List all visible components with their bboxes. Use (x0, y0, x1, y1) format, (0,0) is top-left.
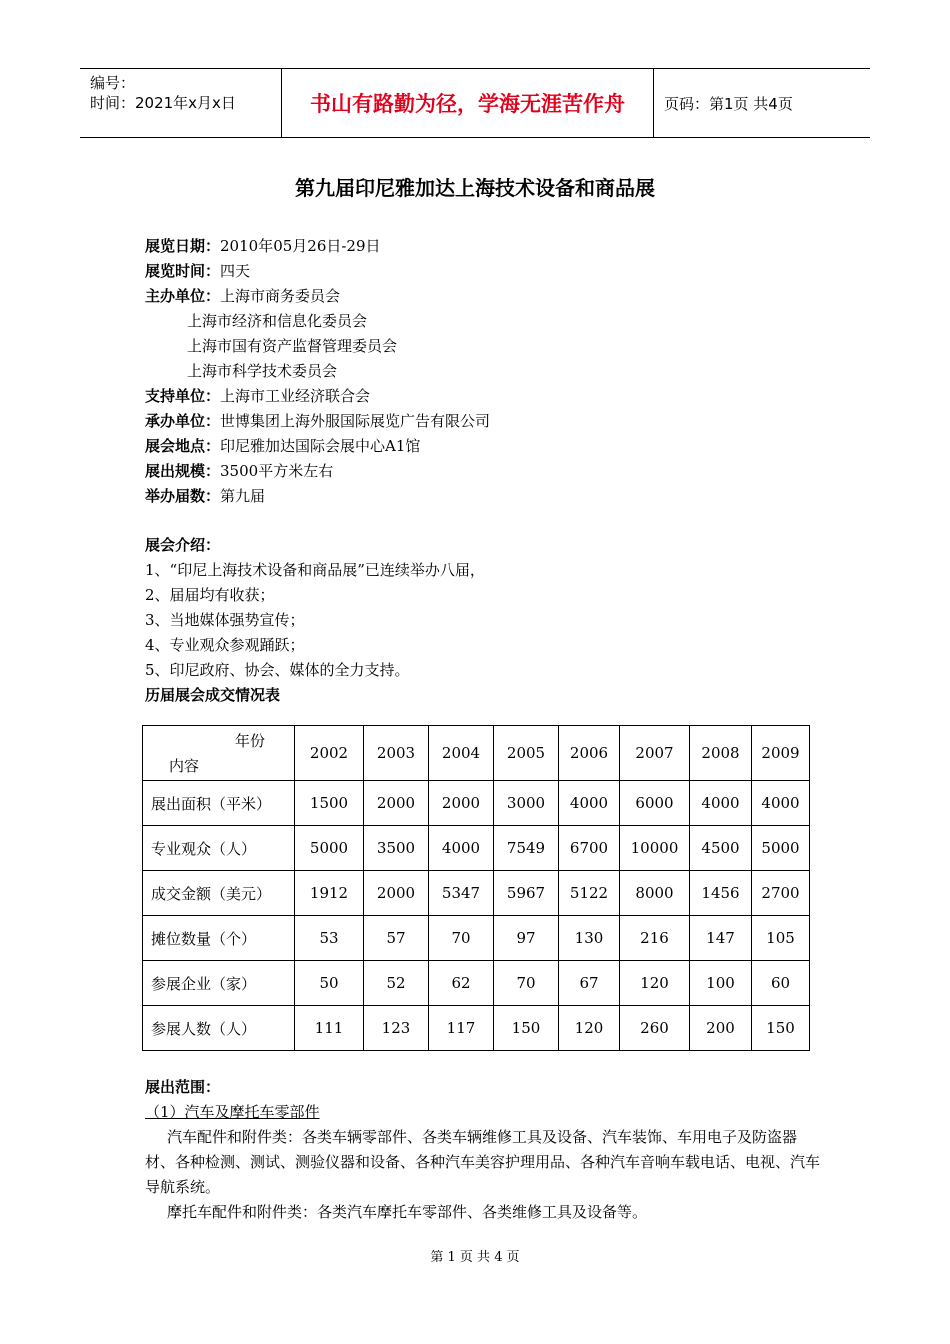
page-header (80, 68, 870, 138)
table-cell: 6700 (559, 826, 620, 871)
info-value: 上海市国有资产监督管理委员会 (187, 337, 398, 355)
scope-paragraph: 汽车配件和附件类：各类车辆零部件、各类车辆维修工具及设备、汽车装饰、车用电子及防盗器材、各种检测、测试、测验仪器和设备、各种汽车美容护理用品、各种汽车音响车载电话、电视、汽车导航系统。 (145, 1128, 821, 1196)
table-cell: 6000 (620, 781, 690, 826)
table-cell: 2000 (429, 781, 494, 826)
table-cell: 216 (620, 916, 690, 961)
info-value: 世博集团上海外服国际展览广告有限公司 (220, 412, 491, 430)
info-row-scale (145, 459, 490, 484)
info-label: 展出规模： (145, 462, 221, 480)
table-cell: 150 (752, 1006, 810, 1051)
year-header-cell: 2002 (295, 726, 364, 781)
document-title: 第九届印尼雅加达上海技术设备和商品展 (295, 176, 655, 200)
row-label-cell: 参展人数（人） (143, 1006, 295, 1051)
info-row-organizer-3 (145, 334, 490, 359)
table-cell: 7549 (494, 826, 559, 871)
table-cell: 5000 (752, 826, 810, 871)
table-cell: 70 (429, 916, 494, 961)
table-cell: 123 (364, 1006, 429, 1051)
header-page-info: 页码：第1页 共4页 (664, 94, 793, 113)
table-cell: 5347 (429, 871, 494, 916)
table-cell: 4500 (690, 826, 752, 871)
year-header-cell: 2005 (494, 726, 559, 781)
year-header-cell: 2009 (752, 726, 810, 781)
table-cell: 62 (429, 961, 494, 1006)
info-row-undertaker (145, 409, 490, 434)
table-cell: 10000 (620, 826, 690, 871)
row-label-cell: 展出面积（平米） (143, 781, 295, 826)
table-row (143, 826, 810, 871)
info-value: 上海市科学技术委员会 (187, 362, 338, 380)
intro-heading: 展会介绍： (145, 536, 221, 554)
table-cell: 4000 (429, 826, 494, 871)
table-cell: 5967 (494, 871, 559, 916)
row-label-cell: 成交金额（美元） (143, 871, 295, 916)
table-cell: 100 (690, 961, 752, 1006)
table-cell: 1456 (690, 871, 752, 916)
table-row (143, 871, 810, 916)
info-label: 展览日期： (145, 237, 221, 255)
table-cell: 4000 (690, 781, 752, 826)
info-label: 承办单位： (145, 412, 221, 430)
info-label: 举办届数： (145, 487, 221, 505)
document-number-label: 编号： (90, 74, 136, 92)
exhibition-info (145, 234, 490, 509)
page-footer: 第 1 页 共 4 页 (430, 1250, 520, 1265)
scope-heading: 展出范围： (145, 1078, 221, 1096)
table-cell: 150 (494, 1006, 559, 1051)
info-value: 3500平方米左右 (220, 462, 334, 480)
table-row (143, 961, 810, 1006)
info-row-date (145, 234, 490, 259)
table-cell: 260 (620, 1006, 690, 1051)
info-label: 展览时间： (145, 262, 221, 280)
table-cell: 67 (559, 961, 620, 1006)
table-header-row (143, 726, 810, 781)
table-cell: 4000 (752, 781, 810, 826)
table-cell: 52 (364, 961, 429, 1006)
info-row-organizer-2 (145, 309, 490, 334)
table-cell: 5000 (295, 826, 364, 871)
year-header-cell: 2006 (559, 726, 620, 781)
table-cell: 1500 (295, 781, 364, 826)
info-value: 上海市工业经济联合会 (220, 387, 371, 405)
table-cell: 117 (429, 1006, 494, 1051)
header-motto: 书山有路勤为径，学海无涯苦作舟 (282, 69, 654, 137)
year-header-cell: 2008 (690, 726, 752, 781)
table-cell: 2000 (364, 781, 429, 826)
exhibition-intro (145, 533, 485, 708)
intro-item: 1、“印尼上海技术设备和商品展”已连续举办八届， (145, 561, 485, 579)
table-cell: 120 (620, 961, 690, 1006)
table-cell: 60 (752, 961, 810, 1006)
table-cell: 50 (295, 961, 364, 1006)
year-header-cell: 2003 (364, 726, 429, 781)
table-cell: 97 (494, 916, 559, 961)
table-cell: 3500 (364, 826, 429, 871)
info-label: 主办单位： (145, 287, 221, 305)
table-row (143, 916, 810, 961)
table-corner-cell (143, 726, 295, 781)
table-cell: 130 (559, 916, 620, 961)
intro-item: 3、当地媒体强势宣传； (145, 611, 305, 629)
table-cell: 1912 (295, 871, 364, 916)
info-value: 上海市商务委员会 (220, 287, 341, 305)
info-row-venue (145, 434, 490, 459)
table-cell: 200 (690, 1006, 752, 1051)
table-row (143, 781, 810, 826)
table-row (143, 1006, 810, 1051)
header-meta (80, 69, 282, 137)
info-label: 支持单位： (145, 387, 221, 405)
exhibit-scope (145, 1075, 825, 1225)
info-value: 印尼雅加达国际会展中心A1馆 (220, 437, 421, 455)
info-row-support (145, 384, 490, 409)
scope-paragraph: 摩托车配件和附件类：各类汽车摩托车零部件、各类维修工具及设备等。 (167, 1203, 648, 1221)
info-row-organizer-4 (145, 359, 490, 384)
info-value: 第九届 (220, 487, 266, 505)
info-row-duration (145, 259, 490, 284)
info-label: 展会地点： (145, 437, 221, 455)
info-value: 四天 (220, 262, 251, 280)
history-table (142, 725, 810, 1051)
info-value: 2010年05月26日-29日 (220, 237, 381, 255)
table-cell: 70 (494, 961, 559, 1006)
table-cell: 105 (752, 916, 810, 961)
document-time-label: 时间：2021年x月x日 (90, 94, 236, 112)
table-cell: 111 (295, 1006, 364, 1051)
table-cell: 3000 (494, 781, 559, 826)
row-label-cell: 参展企业（家） (143, 961, 295, 1006)
corner-year-label: 年份 (235, 732, 266, 750)
table-cell: 2700 (752, 871, 810, 916)
row-label-cell: 摊位数量（个） (143, 916, 295, 961)
scope-section-title: （1）汽车及摩托车零部件 (145, 1103, 320, 1121)
year-header-cell: 2007 (620, 726, 690, 781)
row-label-cell: 专业观众（人） (143, 826, 295, 871)
table-cell: 5122 (559, 871, 620, 916)
year-header-cell: 2004 (429, 726, 494, 781)
table-cell: 120 (559, 1006, 620, 1051)
table-cell: 8000 (620, 871, 690, 916)
intro-item: 2、届届均有收获； (145, 586, 275, 604)
table-cell: 57 (364, 916, 429, 961)
intro-item: 5、印尼政府、协会、媒体的全力支持。 (145, 661, 410, 679)
info-value: 上海市经济和信息化委员会 (187, 312, 368, 330)
table-cell: 2000 (364, 871, 429, 916)
info-row-edition (145, 484, 490, 509)
table-cell: 4000 (559, 781, 620, 826)
intro-item: 4、专业观众参观踊跃； (145, 636, 305, 654)
table-cell: 53 (295, 916, 364, 961)
table-title: 历届展会成交情况表 (145, 686, 281, 704)
table-cell: 147 (690, 916, 752, 961)
info-row-organizer (145, 284, 490, 309)
corner-content-label: 内容 (169, 757, 200, 775)
